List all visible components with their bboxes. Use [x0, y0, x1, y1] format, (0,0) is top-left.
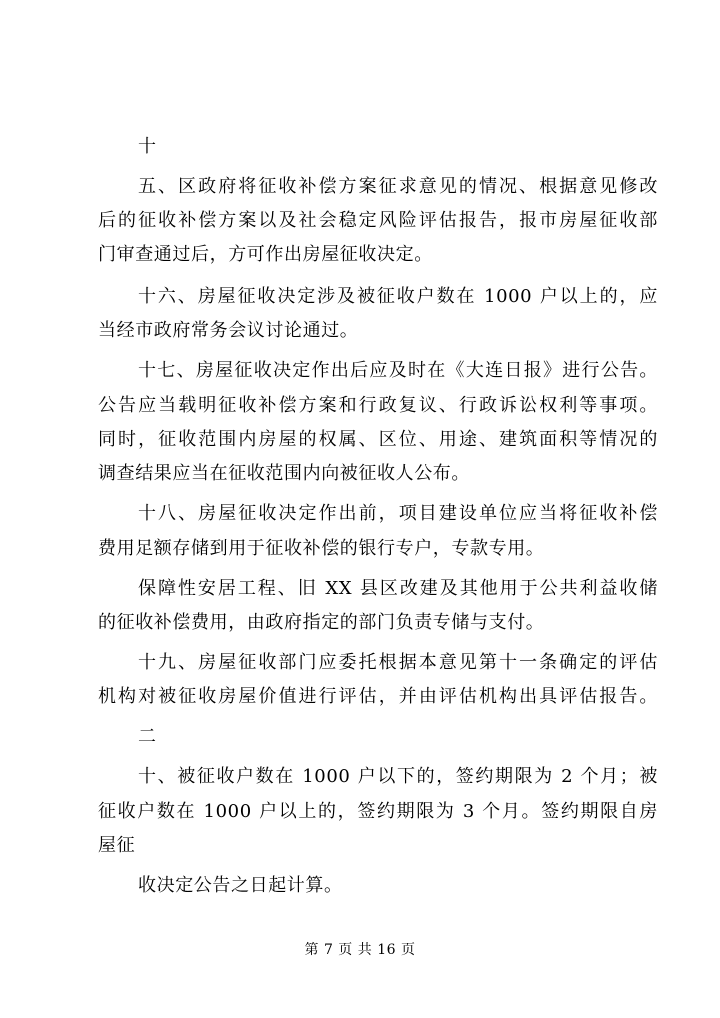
paragraph-line: 十	[138, 136, 157, 157]
paragraph-line: 当经市政府常务会议讨论通过。	[98, 320, 359, 341]
paragraph-line: 公告应当载明征收补偿方案和行政复议、行政诉讼权利等事项。	[98, 395, 658, 416]
paragraph-line: 调查结果应当在征收范围内向被征收人公布。	[98, 463, 470, 484]
paragraph-line: 后的征收补偿方案以及社会稳定风险评估报告，报市房屋征收部	[98, 210, 658, 231]
paragraph-line: 门审查通过后，方可作出房屋征收决定。	[98, 244, 433, 265]
paragraph-line: 费用足额存储到用于征收补偿的银行专户，专款专用。	[98, 538, 545, 559]
paragraph-line: 五、区政府将征收补偿方案征求意见的情况、根据意见修改	[138, 176, 658, 197]
paragraph-line: 机构对被征收房屋价值进行评估，并由评估机构出具评估报告。	[98, 686, 658, 707]
paragraph-line: 十六、房屋征收决定涉及被征收户数在 1000 户以上的，应	[138, 286, 658, 307]
paragraph-line: 十、被征收户数在 1000 户以下的，签约期限为 2 个月；被	[138, 766, 658, 787]
paragraph-line: 同时，征收范围内房屋的权属、区位、用途、建筑面积等情况的	[98, 429, 658, 450]
paragraph-line: 的征收补偿费用，由政府指定的部门负责专储与支付。	[98, 612, 545, 633]
paragraph-line: 屋征	[98, 835, 136, 856]
paragraph-line: 保障性安居工程、旧 XX 县区改建及其他用于公共利益收储	[138, 578, 658, 599]
page-footer: 第 7 页 共 16 页	[304, 942, 416, 958]
paragraph-line: 征收户数在 1000 户以上的，签约期限为 3 个月。签约期限自房	[98, 801, 658, 822]
paragraph-line: 收决定公告之日起计算。	[138, 875, 343, 896]
paragraph-line: 二	[138, 726, 157, 747]
paragraph-line: 十八、房屋征收决定作出前，项目建设单位应当将征收补偿	[138, 503, 658, 524]
paragraph-line: 十九、房屋征收部门应委托根据本意见第十一条确定的评估	[138, 652, 658, 673]
paragraph-line: 十七、房屋征收决定作出后应及时在《大连日报》进行公告。	[138, 360, 658, 381]
